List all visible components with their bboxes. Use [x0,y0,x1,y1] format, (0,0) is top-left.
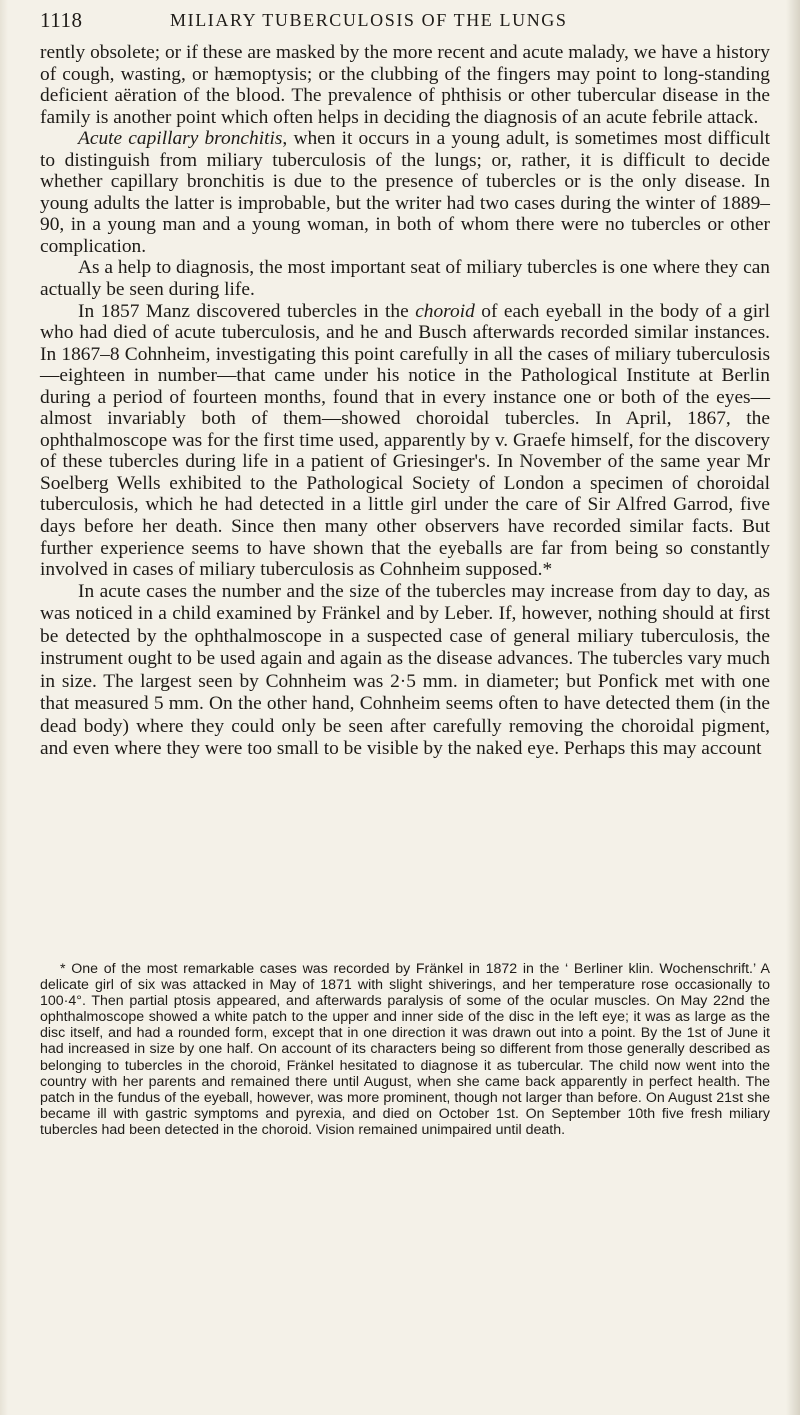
text-run: In acute cases the number and the size of the tubercles may increase from day to day, as was noticed in a child examined by Fränkel and by Leber. If, however, nothing should at first be detected by the ophthalmoscope in a suspected case of general miliary tuberculosis, the instrument ought to be used again and again as the disease advances. The tubercles vary much in size. The largest seen by Cohnheim was 2·5 mm. in diameter; but Ponfick met with one that measured 5 mm. On the other hand, Cohnheim seems often to have detected them (in the dead body) where they could only be seen after carefully removing the choroidal pigment, and even where they were too small to be visible by the naked eye. Perhaps this may account [40,580,770,760]
text-run: In 1857 Manz discovered tubercles in the [78,300,416,322]
italic-term: Acute capillary bronchitis [78,128,283,150]
text-run: of each eyeball in the body of a girl who had died of acute tuberculosis, and he and Busch afterwards recorded similar instances. In 1867–8 Cohnheim, investigating this point carefully in all the cases of miliary tuberculosis—eighteen in number—that came under his notice in the Pathological Institute at Berlin during a period of fourteen months, found that in every instance one or both of the eyes—almost invariably both of them—showed choroidal tubercles. In April, 1867, the ophthalmoscope was for the first time used, apparently by v. Graefe himself, for the discovery of these tubercles during life in a patient of Griesinger's. In November of the same year Mr Soelberg Wells exhibited to the Pathological Society of London a specimen of choroidal tuberculosis, which he had detected in a little girl under the care of Sir Alfred Garrod, five days before her death. Since then many other observers have recorded similar facts. But further experience seems to have shown that the eyeballs are far from being so constantly involved in cases of miliary tuberculosis as Cohnheim supposed.* [40,300,770,581]
page-edge-right [786,0,800,1415]
footnote-text: * One of the most remarkable cases was recorded by Fränkel in 1872 in the ‘ Berliner klin. Wochenschrift.’ A delicate girl of six was attacked in May of 1871 with slight shiverings, and her temperature rose occasionally to 100·4°. Then partial ptosis appeared, and afterwards paralysis of some of the ocular muscles. On May 22nd the ophthalmoscope showed a white patch to the upper and inner side of the disc in the left eye; it was as large as the disc itself, and had a rounded form, except that in one direction it was drawn out into a point. By the 1st of June it had increased in size by one half. On account of its characters being so different from those generally described as belonging to tubercles in the choroid, Fränkel hesitated to diagnose it as tubercular. The child now went into the country with her parents and remained there until August, when she came back apparently in perfect health. The patch in the fundus of the eyeball, however, was more prominent, though not larger than before. On August 21st she became ill with gastric symptoms and pyrexia, and died on October 1st. On September 10th five fresh miliary tubercles had been detected in the choroid. Vision remained unimpaired until death. [40,961,770,1138]
paragraph [40,301,770,581]
italic-term: choroid [415,300,475,322]
main-text [40,42,770,761]
text-run: , when it occurs in a young adult, is sometimes most difficult to distinguish from miliary tuberculosis of the lungs; or, rather, it is difficult to decide whether capillary bronchitis is due to the presence of tubercles or is the only disease. In young adults the latter is improbable, but the writer had two cases during the winter of 1889–90, in a young man and a young woman, in both of whom there were no tubercles or other complication. [40,128,770,257]
paragraph [40,257,770,300]
page-edge-left [0,0,8,1415]
paragraph [40,42,770,128]
text-run: rently obsolete; or if these are masked by the more recent and acute malady, we have a history of cough, wasting, or hæmoptysis; or the clubbing of the fingers may point to long-standing deficient aëration of the blood. The prevalence of phthisis or other tubercular disease in the family is another point which often helps in deciding the diagnosis of an acute febrile attack. [40,42,770,128]
paragraph [40,128,770,257]
paragraph [40,581,770,761]
page-header [40,8,760,42]
running-title: MILIARY TUBERCULOSIS OF THE LUNGS [170,10,568,30]
footnote [40,961,770,1138]
text-run: As a help to diagnosis, the most important seat of miliary tubercles is one where they can actually be seen during life. [40,257,770,301]
page-number: 1118 [40,8,83,32]
